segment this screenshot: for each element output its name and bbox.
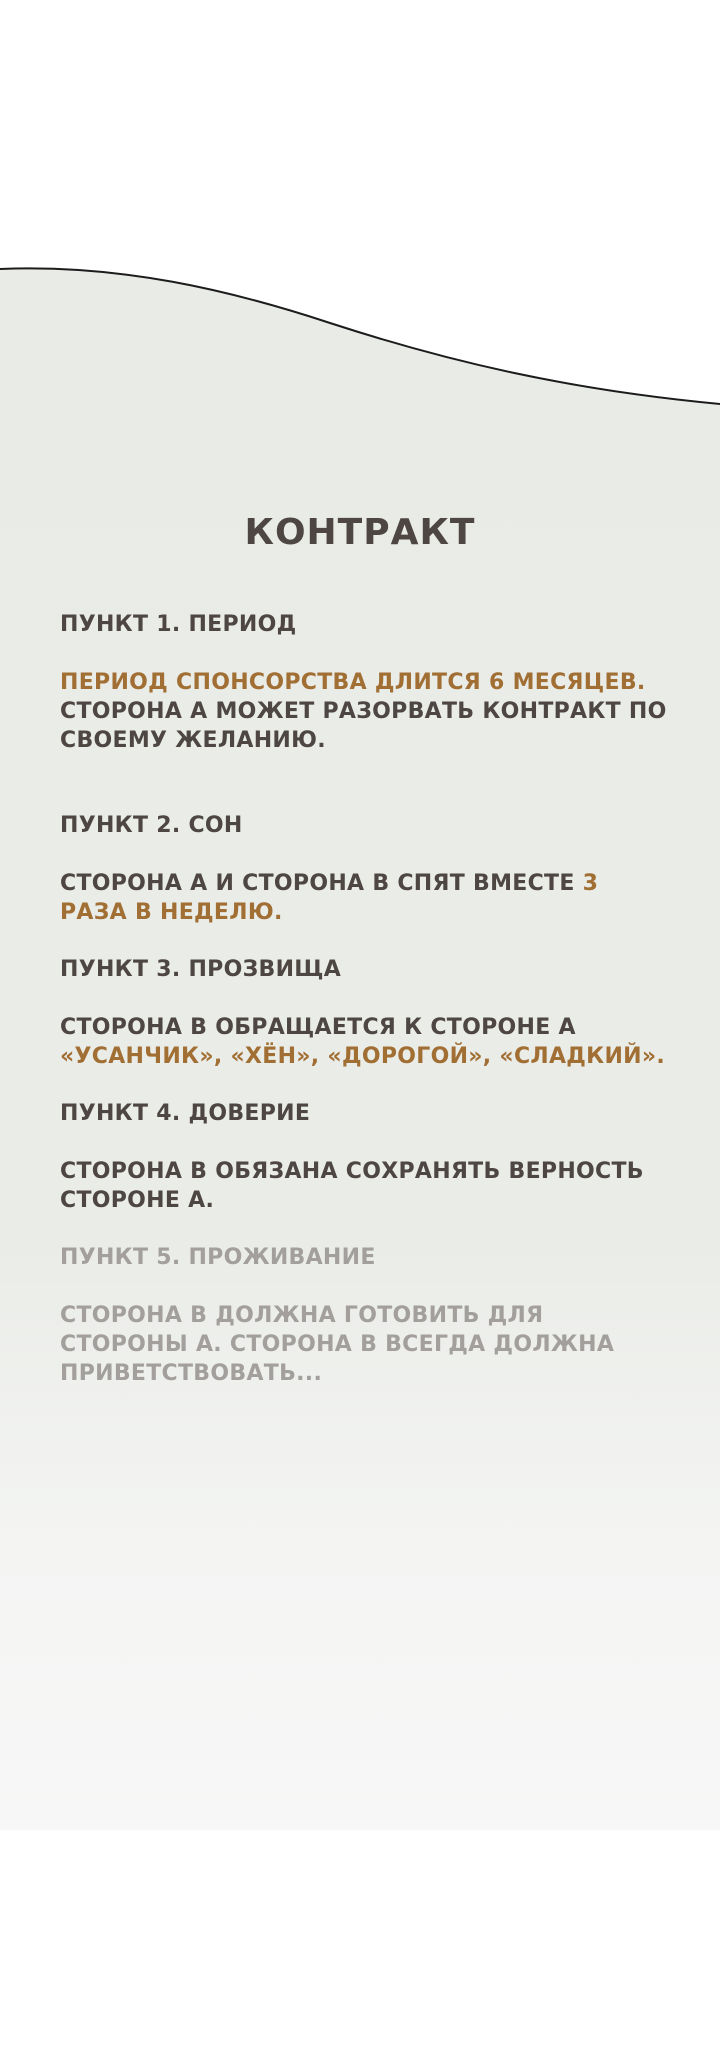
clause-2-frequency-number: 3 xyxy=(582,871,599,896)
clause-3-heading: ПУНКТ 3. ПРОЗВИЩА xyxy=(60,957,342,982)
contract-title: КОНТРАКТ xyxy=(244,512,476,553)
clause-2-text: СТОРОНА А И СТОРОНА В СПЯТ ВМЕСТЕ xyxy=(60,871,583,896)
quote-mark: », « xyxy=(468,1044,514,1069)
clause-1-heading: ПУНКТ 1. ПЕРИОД xyxy=(60,612,297,637)
quote-mark: », « xyxy=(296,1044,342,1069)
quote-mark: ». xyxy=(641,1044,666,1069)
clause-3-line-1: СТОРОНА В ОБРАЩАЕТСЯ К СТОРОНЕ А xyxy=(60,1015,576,1040)
quote-mark: », « xyxy=(199,1044,245,1069)
nickname-3: ДОРОГОЙ xyxy=(341,1044,469,1069)
nickname-1: УСАНЧИК xyxy=(74,1044,200,1069)
clause-1-line-1: ПЕРИОД СПОНСОРСТВА ДЛИТСЯ 6 МЕСЯЦЕВ. xyxy=(60,670,646,695)
clause-2-body xyxy=(60,869,660,927)
clause-4-body xyxy=(60,1157,660,1215)
clause-4-heading: ПУНКТ 4. ДОВЕРИЕ xyxy=(60,1101,311,1126)
quote-mark: « xyxy=(60,1044,75,1069)
clause-1-line-3: СВОЕМУ ЖЕЛАНИЮ. xyxy=(60,728,326,753)
clause-4-line-2: СТОРОНЕ А. xyxy=(60,1188,215,1213)
clause-4-line-1: СТОРОНА В ОБЯЗАНА СОХРАНЯТЬ ВЕРНОСТЬ xyxy=(60,1159,644,1184)
nickname-4: СЛАДКИЙ xyxy=(513,1044,642,1069)
clause-5-line-1: СТОРОНА В ДОЛЖНА ГОТОВИТЬ ДЛЯ xyxy=(60,1303,544,1328)
clause-5-body xyxy=(60,1301,660,1388)
clause-5-line-2: СТОРОНЫ А. СТОРОНА В ВСЕГДА ДОЛЖНА xyxy=(60,1332,615,1357)
clause-1-line-2: СТОРОНА А МОЖЕТ РАЗОРВАТЬ КОНТРАКТ ПО xyxy=(60,699,667,724)
clause-5-heading: ПУНКТ 5. ПРОЖИВАНИЕ xyxy=(60,1245,376,1270)
clause-3-line-2 xyxy=(60,1042,666,1071)
clause-2-line-1 xyxy=(60,869,660,898)
clause-5-line-3: ПРИВЕТСТВОВАТЬ... xyxy=(60,1361,323,1386)
nickname-2: ХЁН xyxy=(244,1044,297,1069)
clause-2-line-2: РАЗА В НЕДЕЛЮ. xyxy=(60,900,283,925)
clause-1-body xyxy=(60,668,667,755)
clause-2-heading: ПУНКТ 2. СОН xyxy=(60,813,243,838)
clause-3-body xyxy=(60,1013,666,1071)
